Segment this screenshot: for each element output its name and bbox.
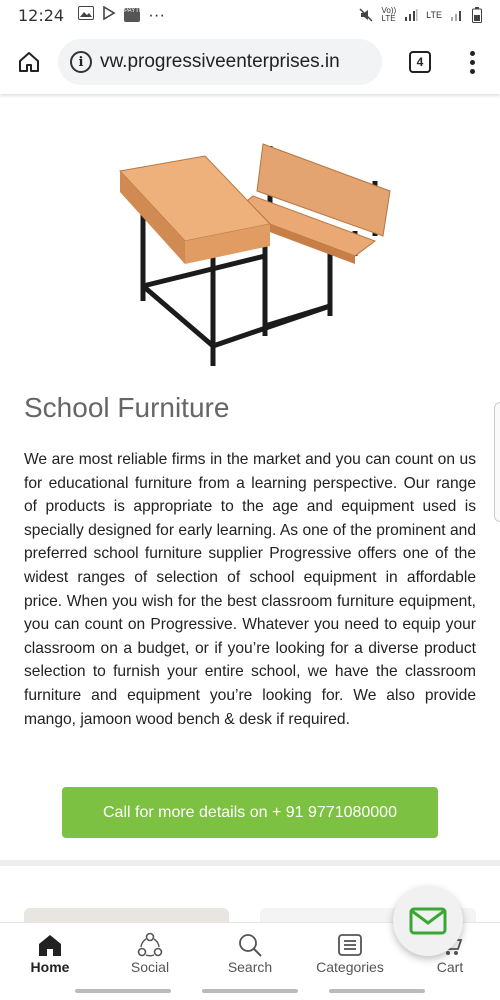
status-right	[359, 7, 482, 23]
url-text: vw.progressiveenterprises.in	[100, 51, 340, 72]
system-gesture-bar	[0, 982, 500, 1000]
mail-icon	[409, 907, 447, 935]
browser-home-button[interactable]	[0, 30, 58, 94]
menu-dot-icon	[470, 69, 475, 74]
menu-dot-icon	[470, 51, 475, 56]
page-title: School Furniture	[24, 392, 230, 423]
nav-categories-label: Categories	[316, 958, 384, 975]
signal-icon	[404, 8, 418, 22]
nav-cart-label: Cart	[436, 958, 464, 975]
nav-social-label: Social	[130, 958, 170, 975]
gesture-segment	[329, 989, 425, 993]
volte-label: Vo)) LTE	[381, 6, 397, 23]
section-divider	[0, 860, 500, 866]
product-description: We are most reliable firms in the market and you can count on us for educational furniture from a learning perspective. Our range of products is appropriate to the age and equipment used is specially designed for early learning. As one of the prominent and preferred school furniture supplier Progressive offers one of the widest ranges of selection of school equipment in affordable price. When you wish for the best classroom furniture equipment, you can count on Progressive. Whatever you need to equip your classroom on a budget, or if you’re looking for a diverse product selection to furnish your entire school, we have the classroom furniture and equipment you’re looking for. We also provide mango, jamoon wood bench & desk if required.	[24, 451, 476, 728]
nav-search[interactable]	[200, 923, 300, 982]
battery-icon	[472, 7, 482, 23]
status-bar	[0, 0, 500, 30]
call-button[interactable]: Call for more details on + 91 9771080000	[62, 787, 438, 838]
site-info-icon[interactable]: i	[70, 51, 92, 73]
paytm-notification-icon: PAYTM	[124, 8, 140, 22]
more-notifications-icon: ···	[148, 5, 166, 24]
signal-2-icon	[450, 8, 464, 22]
nav-categories[interactable]	[300, 923, 400, 982]
nav-home[interactable]	[0, 923, 100, 982]
browser-menu-button[interactable]	[452, 30, 492, 94]
search-icon	[237, 931, 263, 959]
address-bar[interactable]	[58, 39, 382, 85]
browser-toolbar	[0, 30, 500, 94]
lte-label: LTE	[426, 10, 442, 20]
tab-count: 4	[409, 51, 431, 73]
school-desk-bench-image	[105, 136, 415, 381]
gallery-notification-icon	[78, 5, 94, 25]
home-outline-icon	[17, 50, 41, 74]
nav-social[interactable]	[100, 923, 200, 982]
status-time: 12:24	[18, 5, 65, 25]
categories-icon	[337, 931, 363, 959]
home-icon	[37, 931, 63, 959]
gesture-segment	[202, 989, 298, 993]
menu-dot-icon	[470, 60, 475, 65]
email-fab-button[interactable]	[393, 886, 463, 956]
mute-icon	[359, 8, 373, 22]
edge-panel-handle[interactable]	[494, 402, 500, 522]
share-icon	[137, 931, 163, 959]
nav-search-label: Search	[227, 958, 273, 975]
nav-home-label: Home	[30, 958, 70, 975]
tab-switcher-button[interactable]	[388, 30, 452, 94]
play-store-notification-icon	[102, 5, 116, 25]
gesture-segment	[75, 989, 171, 993]
